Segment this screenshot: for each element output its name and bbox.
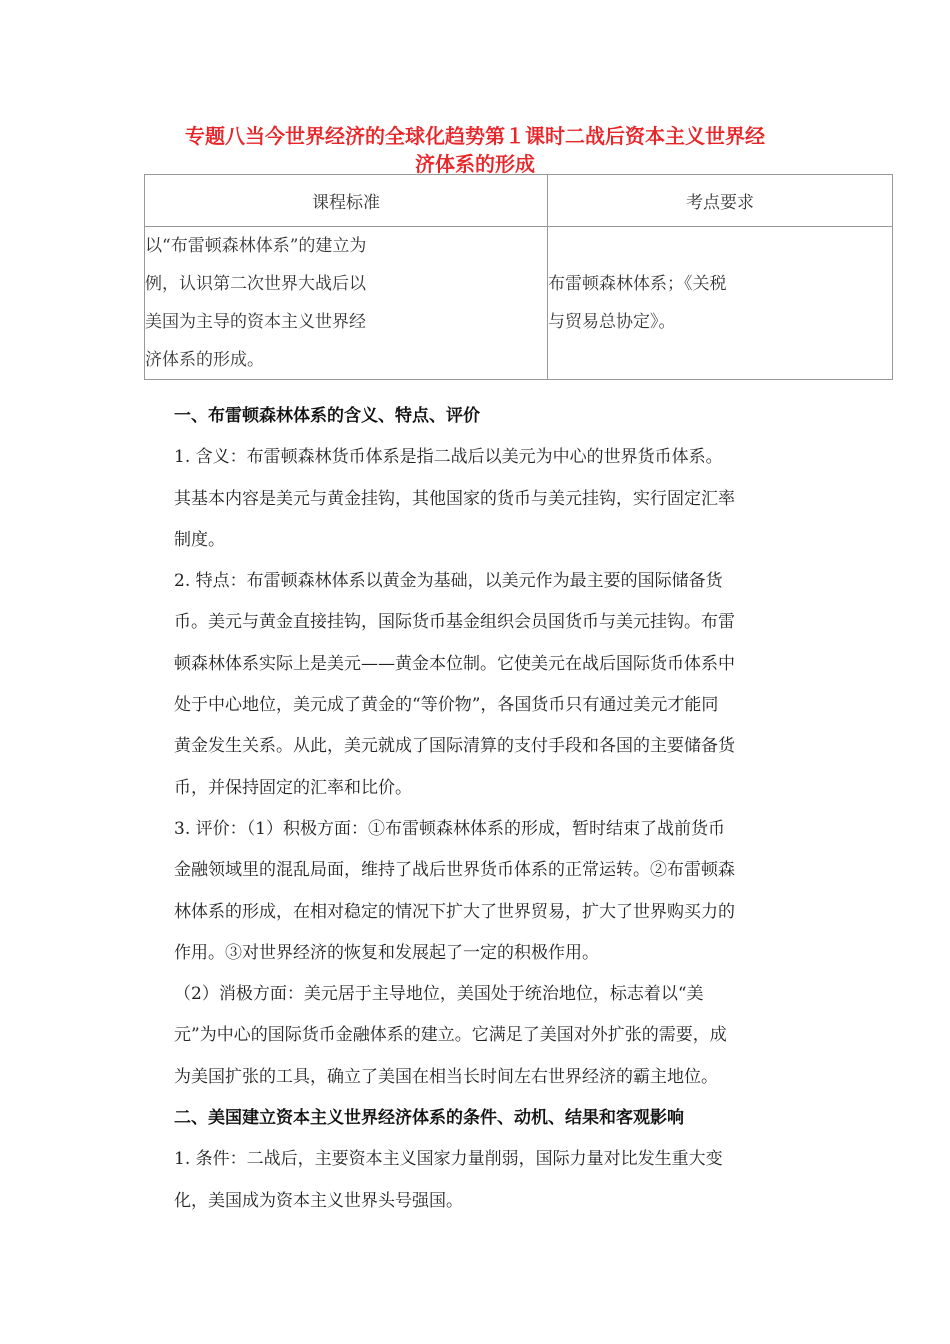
paragraph-line: 2. 特点：布雷顿森林体系以黄金为基础，以美元作为最主要的国际储备货 [174,571,723,592]
paragraph-line: 黄金发生关系。从此，美元就成了国际清算的支付手段和各国的主要储备货 [174,736,735,757]
paragraph-line: 3. 评价：（1）积极方面：①布雷顿森林体系的形成，暂时结束了战前货币 [174,818,725,839]
paragraph-line: 元”为中心的国际货币金融体系的建立。它满足了美国对外扩张的需要，成 [174,1025,727,1046]
paragraph-line: 币，并保持固定的汇率和比价。 [174,777,412,798]
cell-line: 济体系的形成。 [145,350,264,370]
document-body [174,396,824,1222]
paragraph-line: 林体系的形成，在相对稳定的情况下扩大了世界贸易，扩大了世界购买力的 [174,901,735,922]
paragraph-line: （2）消极方面：美元居于主导地位，美国处于统治地位，标志着以“美 [174,984,704,1005]
cell-line: 美国为主导的资本主义世界经 [145,312,366,332]
paragraph-line: 作用。③对世界经济的恢复和发展起了一定的积极作用。 [174,942,599,963]
header-exam-requirements: 考点要求 [548,175,893,227]
header-course-standard: 课程标准 [145,175,548,227]
cell-line: 以“布雷顿森林体系”的建立为 [145,236,367,256]
standards-table [144,174,893,380]
section-heading: 一、布雷顿森林体系的含义、特点、评价 [174,406,480,426]
paragraph-line: 币。美元与黄金直接挂钩，国际货币基金组织会员国货币与美元挂钩。布雷 [174,612,735,633]
title-line-1: 专题八当今世界经济的全球化趋势第１课时二战后资本主义世界经 [185,124,765,148]
table-row [145,227,893,380]
course-standard-cell [145,227,548,380]
paragraph-line: 金融领域里的混乱局面，维持了战后世界货币体系的正常运转。②布雷顿森 [174,860,735,881]
paragraph-line: 化，美国成为资本主义世界头号强国。 [174,1190,463,1211]
title-line-2: 济体系的形成 [415,152,535,176]
section-heading: 二、美国建立资本主义世界经济体系的条件、动机、结果和客观影响 [174,1108,684,1129]
cell-line: 例，认识第二次世界大战后以 [145,274,366,294]
paragraph-line: 制度。 [174,529,225,550]
paragraph-line: 处于中心地位，美元成了黄金的“等价物”，各国货币只有通过美元才能同 [174,695,719,716]
paragraph-line: 为美国扩张的工具，确立了美国在相当长时间左右世界经济的霸主地位。 [174,1066,718,1087]
paragraph-line: 顿森林体系实际上是美元——黄金本位制。它使美元在战后国际货币体系中 [174,653,735,674]
cell-line: 与贸易总协定》。 [548,312,676,332]
table-header-row [145,175,893,227]
document-title [0,122,950,178]
exam-requirements-cell [548,227,893,380]
paragraph-line: 1. 含义：布雷顿森林货币体系是指二战后以美元为中心的世界货币体系。 [174,447,723,468]
paragraph-line: 1. 条件：二战后，主要资本主义国家力量削弱，国际力量对比发生重大变 [174,1149,723,1170]
paragraph-line: 其基本内容是美元与黄金挂钩，其他国家的货币与美元挂钩，实行固定汇率 [174,488,735,509]
cell-line: 布雷顿森林体系；《关税 [548,274,727,294]
